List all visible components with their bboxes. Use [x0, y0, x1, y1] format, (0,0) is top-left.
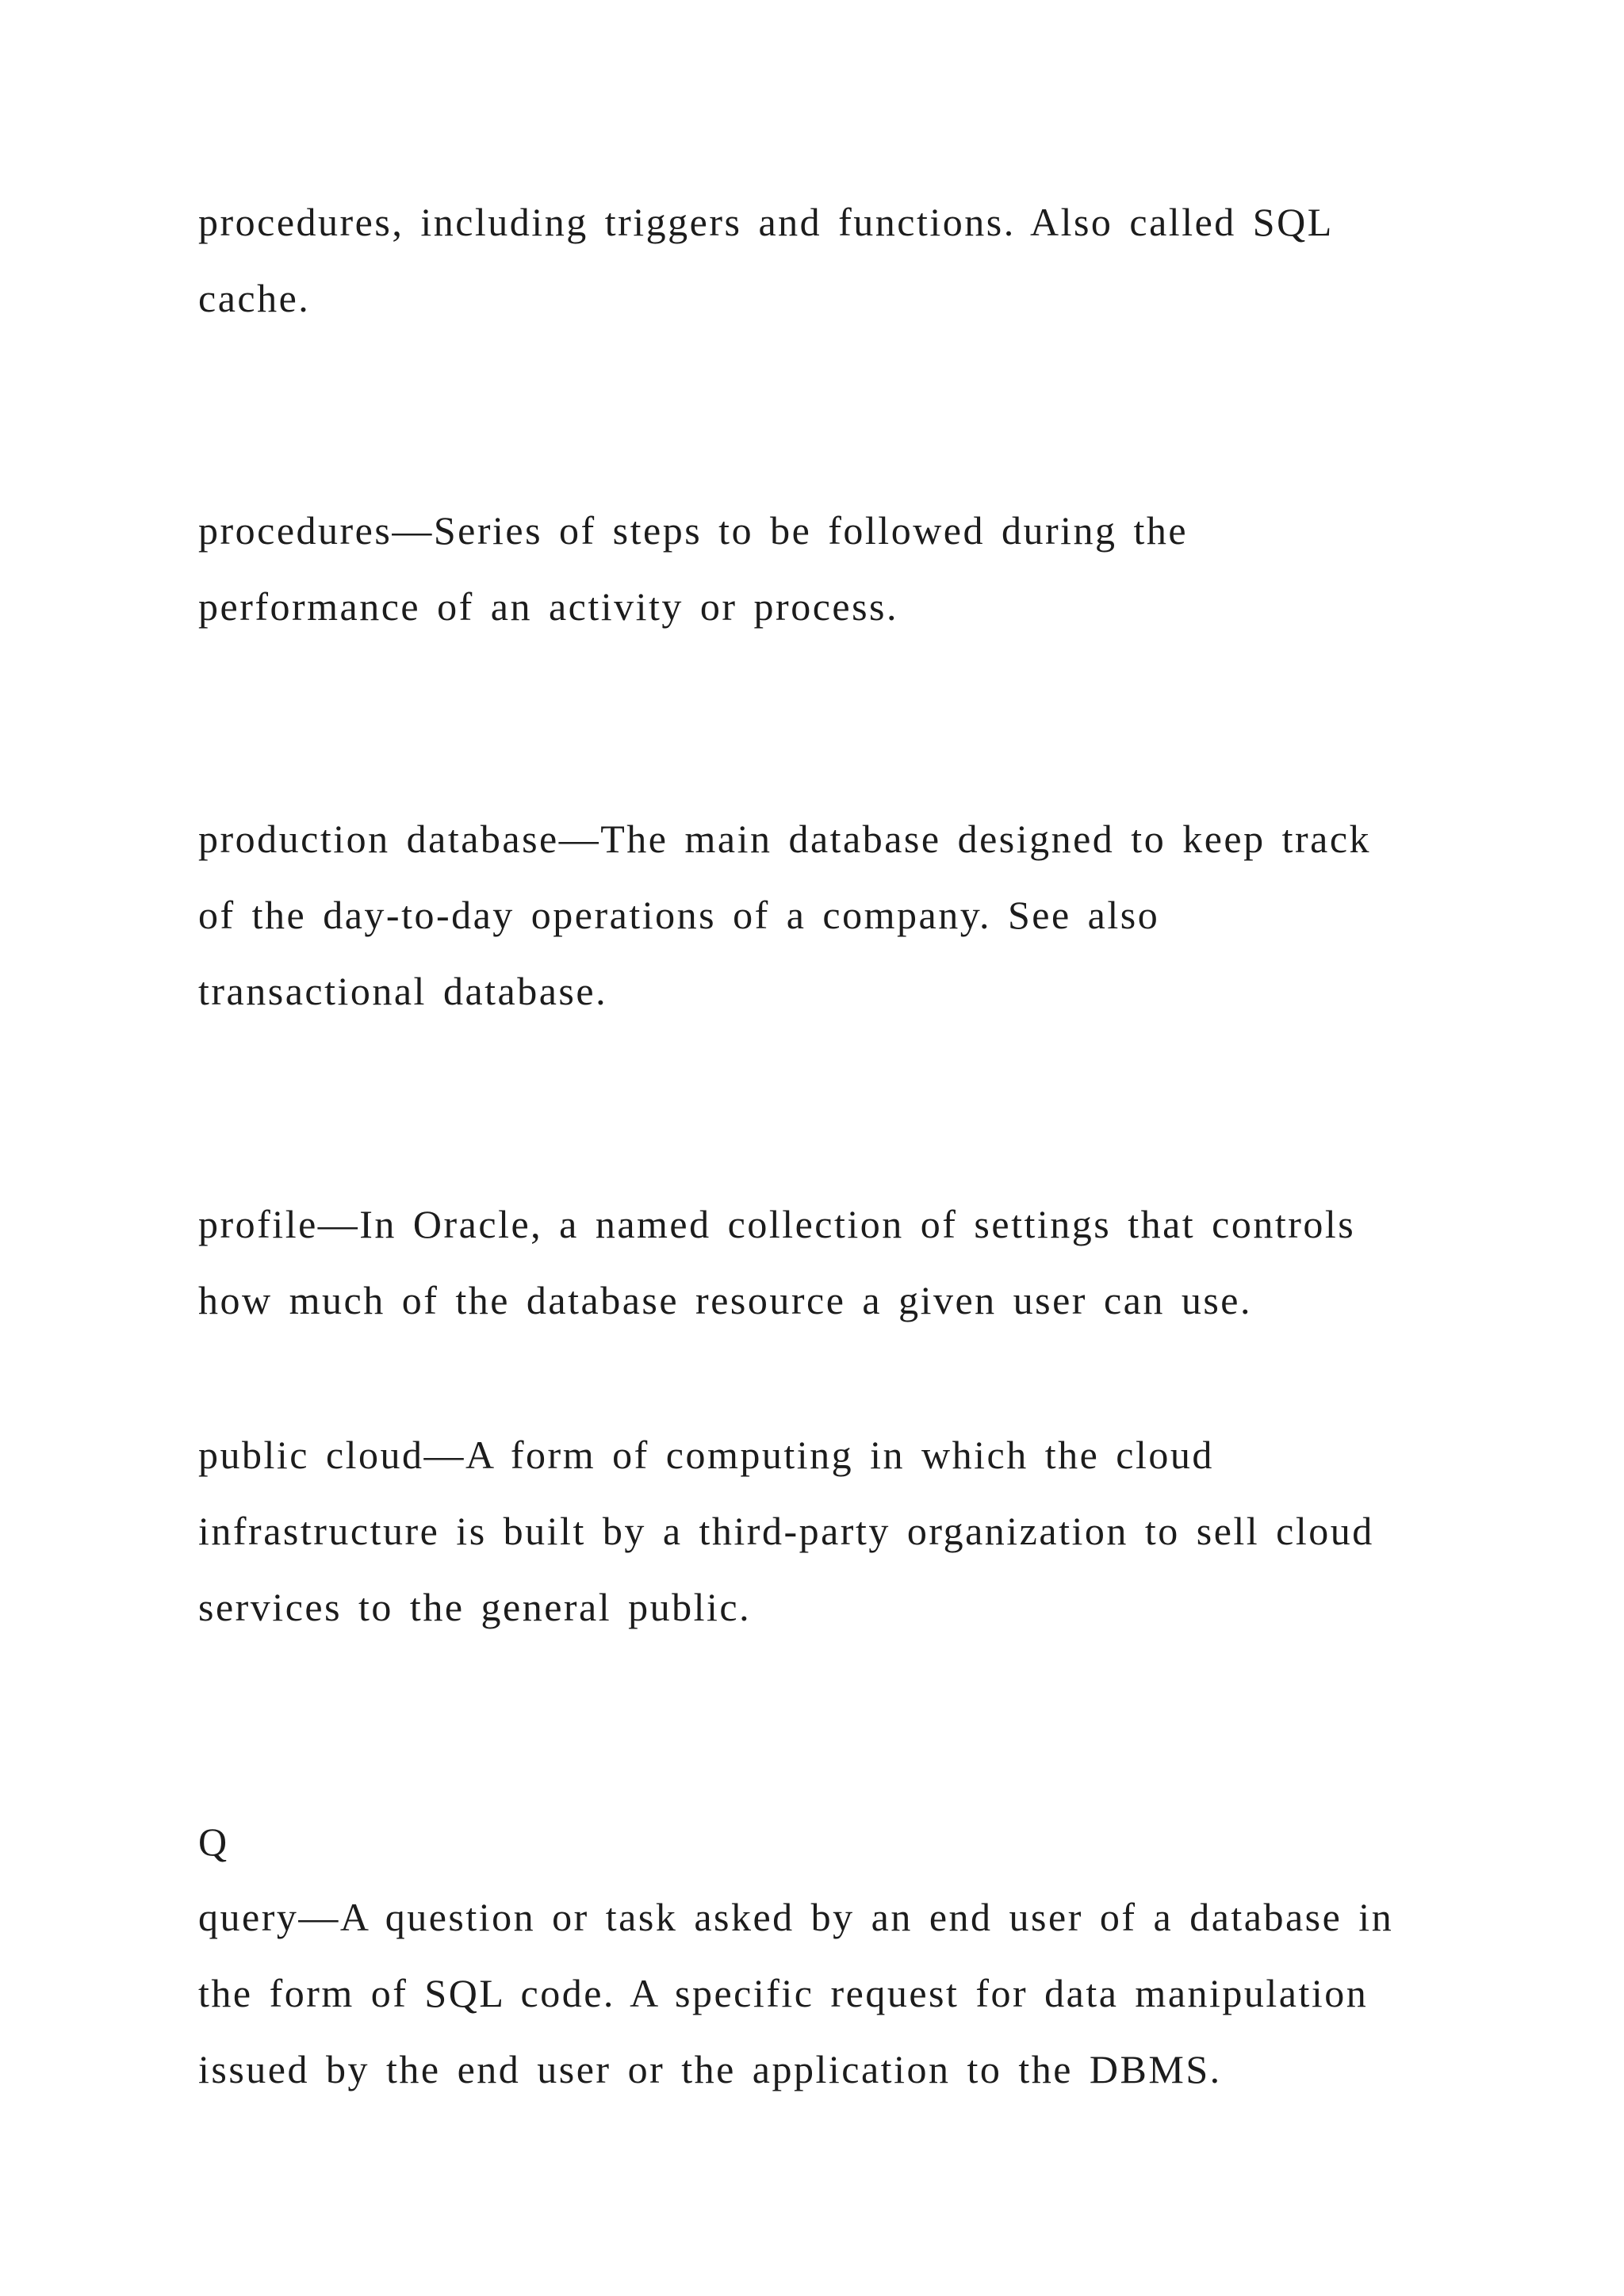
entry-line: how much of the database resource a given user can use. — [198, 1278, 1252, 1322]
entry-line: of the day-to-day operations of a company. See also — [198, 893, 1160, 937]
entry-line: procedures—Series of steps to be followed during the — [198, 508, 1189, 553]
entry-line: cache. — [198, 276, 311, 320]
section-letter-heading: Q — [198, 1820, 229, 1864]
entry-line: transactional database. — [198, 969, 608, 1013]
entry-line: query—A question or task asked by an end user of a database in — [198, 1895, 1394, 1939]
entry-line: procedures, including triggers and functions. Also called SQL — [198, 200, 1334, 244]
entry-line: the form of SQL code. A specific request for data manipulation — [198, 1971, 1369, 2015]
entry-line: profile—In Oracle, a named collection of settings that controls — [198, 1202, 1356, 1246]
entry-line: infrastructure is built by a third-party organization to sell cloud — [198, 1509, 1374, 1553]
entry-line: production database—The main database designed to keep track — [198, 817, 1372, 861]
entry-line: performance of an activity or process. — [198, 584, 899, 629]
entry-line: services to the general public. — [198, 1585, 752, 1629]
entry-line: public cloud—A form of computing in which the cloud — [198, 1433, 1214, 1477]
entry-line: issued by the end user or the application to the DBMS. — [198, 2047, 1222, 2091]
